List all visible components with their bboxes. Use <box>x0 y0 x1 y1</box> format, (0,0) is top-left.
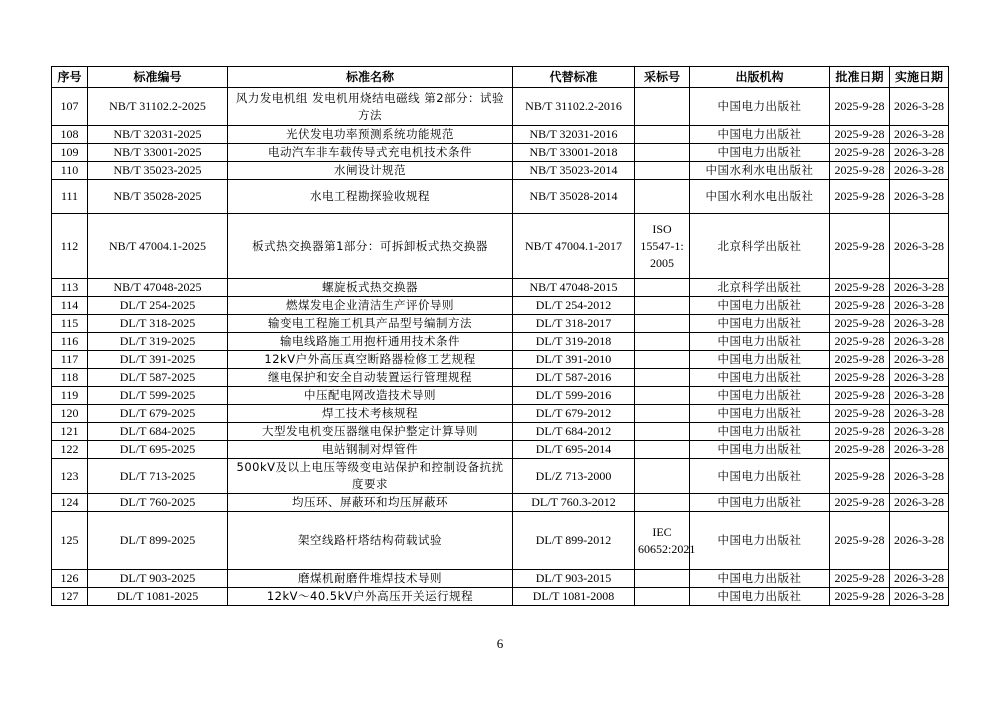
cell-name: 电动汽车非车载传导式充电机技术条件 <box>228 144 513 162</box>
header-code: 标准编号 <box>88 67 228 88</box>
cell-approve-date: 2025-9-28 <box>830 588 890 606</box>
cell-publisher: 北京科学出版社 <box>690 279 830 297</box>
cell-publisher: 中国电力出版社 <box>690 423 830 441</box>
cell-adopt <box>635 494 690 512</box>
cell-effective-date: 2026-3-28 <box>890 333 949 351</box>
cell-adopt <box>635 441 690 459</box>
cell-adopt: ISO 15547-1: 2005 <box>635 214 690 279</box>
cell-effective-date: 2026-3-28 <box>890 512 949 570</box>
cell-adopt <box>635 315 690 333</box>
cell-name: 光伏发电功率预测系统功能规范 <box>228 126 513 144</box>
cell-publisher: 中国电力出版社 <box>690 315 830 333</box>
cell-no: 122 <box>52 441 88 459</box>
cell-no: 117 <box>52 351 88 369</box>
cell-publisher: 中国电力出版社 <box>690 387 830 405</box>
table-row <box>52 126 949 144</box>
cell-no: 113 <box>52 279 88 297</box>
cell-name: 12kV户外高压真空断路器检修工艺规程 <box>228 351 513 369</box>
cell-approve-date: 2025-9-28 <box>830 126 890 144</box>
cell-adopt <box>635 279 690 297</box>
cell-adopt <box>635 297 690 315</box>
cell-no: 124 <box>52 494 88 512</box>
cell-code: NB/T 35023-2025 <box>88 162 228 180</box>
cell-no: 121 <box>52 423 88 441</box>
cell-name: 水闸设计规范 <box>228 162 513 180</box>
cell-publisher: 中国电力出版社 <box>690 441 830 459</box>
cell-publisher: 中国电力出版社 <box>690 588 830 606</box>
cell-no: 108 <box>52 126 88 144</box>
cell-replace: DL/T 1081-2008 <box>513 588 635 606</box>
cell-replace: NB/T 47004.1-2017 <box>513 214 635 279</box>
cell-name: 继电保护和安全自动装置运行管理规程 <box>228 369 513 387</box>
table-row <box>52 180 949 214</box>
cell-adopt <box>635 180 690 214</box>
cell-effective-date: 2026-3-28 <box>890 162 949 180</box>
cell-publisher: 中国电力出版社 <box>690 369 830 387</box>
cell-no: 123 <box>52 459 88 494</box>
cell-approve-date: 2025-9-28 <box>830 214 890 279</box>
cell-publisher: 中国电力出版社 <box>690 459 830 494</box>
cell-effective-date: 2026-3-28 <box>890 459 949 494</box>
cell-code: DL/T 760-2025 <box>88 494 228 512</box>
cell-effective-date: 2026-3-28 <box>890 144 949 162</box>
cell-no: 127 <box>52 588 88 606</box>
cell-name: 输变电工程施工机具产品型号编制方法 <box>228 315 513 333</box>
table-row <box>52 387 949 405</box>
cell-adopt <box>635 369 690 387</box>
cell-approve-date: 2025-9-28 <box>830 180 890 214</box>
cell-effective-date: 2026-3-28 <box>890 369 949 387</box>
cell-replace: DL/T 760.3-2012 <box>513 494 635 512</box>
cell-no: 125 <box>52 512 88 570</box>
table-row <box>52 214 949 279</box>
cell-name: 磨煤机耐磨件堆焊技术导则 <box>228 570 513 588</box>
cell-name: 均压环、屏蔽环和均压屏蔽环 <box>228 494 513 512</box>
cell-effective-date: 2026-3-28 <box>890 214 949 279</box>
cell-no: 111 <box>52 180 88 214</box>
cell-code: DL/T 254-2025 <box>88 297 228 315</box>
cell-approve-date: 2025-9-28 <box>830 459 890 494</box>
table-row <box>52 588 949 606</box>
table-row <box>52 423 949 441</box>
cell-approve-date: 2025-9-28 <box>830 144 890 162</box>
cell-publisher: 中国电力出版社 <box>690 144 830 162</box>
cell-publisher: 中国电力出版社 <box>690 88 830 126</box>
table-row <box>52 88 949 126</box>
page-number: 6 <box>496 636 504 651</box>
cell-replace: DL/T 587-2016 <box>513 369 635 387</box>
cell-code: DL/T 599-2025 <box>88 387 228 405</box>
cell-effective-date: 2026-3-28 <box>890 180 949 214</box>
cell-name: 螺旋板式热交换器 <box>228 279 513 297</box>
header-approve-date: 批准日期 <box>830 67 890 88</box>
cell-code: NB/T 33001-2025 <box>88 144 228 162</box>
cell-adopt <box>635 387 690 405</box>
cell-replace: DL/T 319-2018 <box>513 333 635 351</box>
cell-approve-date: 2025-9-28 <box>830 333 890 351</box>
cell-publisher: 中国电力出版社 <box>690 405 830 423</box>
cell-name: 架空线路杆塔结构荷载试验 <box>228 512 513 570</box>
table-row <box>52 279 949 297</box>
cell-publisher: 中国电力出版社 <box>690 126 830 144</box>
cell-publisher: 中国电力出版社 <box>690 333 830 351</box>
cell-publisher: 中国水利水电出版社 <box>690 162 830 180</box>
cell-replace: DL/T 391-2010 <box>513 351 635 369</box>
header-no: 序号 <box>52 67 88 88</box>
table-row <box>52 144 949 162</box>
cell-no: 107 <box>52 88 88 126</box>
cell-approve-date: 2025-9-28 <box>830 405 890 423</box>
cell-adopt <box>635 588 690 606</box>
cell-code: DL/T 319-2025 <box>88 333 228 351</box>
cell-code: DL/T 679-2025 <box>88 405 228 423</box>
table-row <box>52 333 949 351</box>
table-row <box>52 369 949 387</box>
standards-table <box>51 66 949 606</box>
cell-name: 风力发电机组 发电机用烧结电磁线 第2部分：试验方法 <box>228 88 513 126</box>
cell-effective-date: 2026-3-28 <box>890 441 949 459</box>
cell-name: 12kV～40.5kV户外高压开关运行规程 <box>228 588 513 606</box>
cell-replace: NB/T 35028-2014 <box>513 180 635 214</box>
cell-approve-date: 2025-9-28 <box>830 512 890 570</box>
cell-adopt <box>635 88 690 126</box>
cell-code: DL/T 318-2025 <box>88 315 228 333</box>
cell-no: 110 <box>52 162 88 180</box>
cell-publisher: 中国电力出版社 <box>690 351 830 369</box>
table-row <box>52 459 949 494</box>
cell-code: DL/T 899-2025 <box>88 512 228 570</box>
cell-replace: NB/T 33001-2018 <box>513 144 635 162</box>
cell-approve-date: 2025-9-28 <box>830 279 890 297</box>
cell-name: 输电线路施工用抱杆通用技术条件 <box>228 333 513 351</box>
cell-code: DL/T 1081-2025 <box>88 588 228 606</box>
cell-effective-date: 2026-3-28 <box>890 405 949 423</box>
cell-approve-date: 2025-9-28 <box>830 297 890 315</box>
cell-approve-date: 2025-9-28 <box>830 162 890 180</box>
cell-code: NB/T 47004.1-2025 <box>88 214 228 279</box>
cell-no: 112 <box>52 214 88 279</box>
cell-no: 118 <box>52 369 88 387</box>
cell-publisher: 中国水利水电出版社 <box>690 180 830 214</box>
cell-replace: DL/T 679-2012 <box>513 405 635 423</box>
cell-approve-date: 2025-9-28 <box>830 441 890 459</box>
cell-publisher: 北京科学出版社 <box>690 214 830 279</box>
cell-no: 109 <box>52 144 88 162</box>
cell-adopt: IEC 60652:2021 <box>635 512 690 570</box>
cell-no: 119 <box>52 387 88 405</box>
cell-replace: DL/T 899-2012 <box>513 512 635 570</box>
cell-name: 焊工技术考核规程 <box>228 405 513 423</box>
cell-replace: DL/Z 713-2000 <box>513 459 635 494</box>
cell-replace: NB/T 32031-2016 <box>513 126 635 144</box>
cell-code: NB/T 32031-2025 <box>88 126 228 144</box>
header-adopt: 采标号 <box>635 67 690 88</box>
cell-replace: DL/T 684-2012 <box>513 423 635 441</box>
cell-effective-date: 2026-3-28 <box>890 387 949 405</box>
cell-adopt <box>635 570 690 588</box>
cell-adopt <box>635 459 690 494</box>
cell-name: 500kV及以上电压等级变电站保护和控制设备抗扰度要求 <box>228 459 513 494</box>
cell-no: 126 <box>52 570 88 588</box>
cell-adopt <box>635 162 690 180</box>
table-row <box>52 315 949 333</box>
cell-effective-date: 2026-3-28 <box>890 88 949 126</box>
header-name: 标准名称 <box>228 67 513 88</box>
table-header-row <box>52 67 949 88</box>
cell-approve-date: 2025-9-28 <box>830 423 890 441</box>
cell-code: DL/T 713-2025 <box>88 459 228 494</box>
table-row <box>52 351 949 369</box>
cell-approve-date: 2025-9-28 <box>830 369 890 387</box>
cell-name: 水电工程勘探验收规程 <box>228 180 513 214</box>
cell-name: 燃煤发电企业清洁生产评价导则 <box>228 297 513 315</box>
cell-publisher: 中国电力出版社 <box>690 297 830 315</box>
cell-no: 116 <box>52 333 88 351</box>
cell-code: DL/T 391-2025 <box>88 351 228 369</box>
cell-effective-date: 2026-3-28 <box>890 588 949 606</box>
cell-name: 电站钢制对焊管件 <box>228 441 513 459</box>
cell-code: NB/T 35028-2025 <box>88 180 228 214</box>
cell-code: DL/T 695-2025 <box>88 441 228 459</box>
cell-adopt <box>635 333 690 351</box>
cell-replace: NB/T 31102.2-2016 <box>513 88 635 126</box>
cell-name: 板式热交换器第1部分：可拆卸板式热交换器 <box>228 214 513 279</box>
cell-code: DL/T 684-2025 <box>88 423 228 441</box>
cell-code: DL/T 587-2025 <box>88 369 228 387</box>
header-publisher: 出版机构 <box>690 67 830 88</box>
cell-effective-date: 2026-3-28 <box>890 570 949 588</box>
cell-effective-date: 2026-3-28 <box>890 279 949 297</box>
cell-replace: DL/T 254-2012 <box>513 297 635 315</box>
cell-publisher: 中国电力出版社 <box>690 570 830 588</box>
cell-effective-date: 2026-3-28 <box>890 315 949 333</box>
cell-approve-date: 2025-9-28 <box>830 351 890 369</box>
cell-effective-date: 2026-3-28 <box>890 351 949 369</box>
cell-replace: DL/T 318-2017 <box>513 315 635 333</box>
cell-approve-date: 2025-9-28 <box>830 315 890 333</box>
cell-adopt <box>635 423 690 441</box>
header-replace: 代替标准 <box>513 67 635 88</box>
table-row <box>52 494 949 512</box>
cell-effective-date: 2026-3-28 <box>890 126 949 144</box>
cell-publisher: 中国电力出版社 <box>690 512 830 570</box>
cell-approve-date: 2025-9-28 <box>830 88 890 126</box>
cell-adopt <box>635 126 690 144</box>
cell-code: NB/T 31102.2-2025 <box>88 88 228 126</box>
cell-replace: NB/T 35023-2014 <box>513 162 635 180</box>
table-row <box>52 405 949 423</box>
cell-replace: DL/T 903-2015 <box>513 570 635 588</box>
cell-code: DL/T 903-2025 <box>88 570 228 588</box>
cell-effective-date: 2026-3-28 <box>890 297 949 315</box>
cell-adopt <box>635 405 690 423</box>
cell-approve-date: 2025-9-28 <box>830 387 890 405</box>
cell-replace: DL/T 599-2016 <box>513 387 635 405</box>
cell-replace: DL/T 695-2014 <box>513 441 635 459</box>
table-row <box>52 297 949 315</box>
table-row <box>52 162 949 180</box>
table-row <box>52 441 949 459</box>
cell-no: 120 <box>52 405 88 423</box>
table-row <box>52 570 949 588</box>
cell-code: NB/T 47048-2025 <box>88 279 228 297</box>
cell-name: 中压配电网改造技术导则 <box>228 387 513 405</box>
cell-approve-date: 2025-9-28 <box>830 570 890 588</box>
cell-name: 大型发电机变压器继电保护整定计算导则 <box>228 423 513 441</box>
cell-no: 114 <box>52 297 88 315</box>
cell-replace: NB/T 47048-2015 <box>513 279 635 297</box>
table-row <box>52 512 949 570</box>
header-effective-date: 实施日期 <box>890 67 949 88</box>
cell-adopt <box>635 351 690 369</box>
cell-effective-date: 2026-3-28 <box>890 423 949 441</box>
cell-approve-date: 2025-9-28 <box>830 494 890 512</box>
cell-adopt <box>635 144 690 162</box>
cell-publisher: 中国电力出版社 <box>690 494 830 512</box>
cell-no: 115 <box>52 315 88 333</box>
cell-effective-date: 2026-3-28 <box>890 494 949 512</box>
